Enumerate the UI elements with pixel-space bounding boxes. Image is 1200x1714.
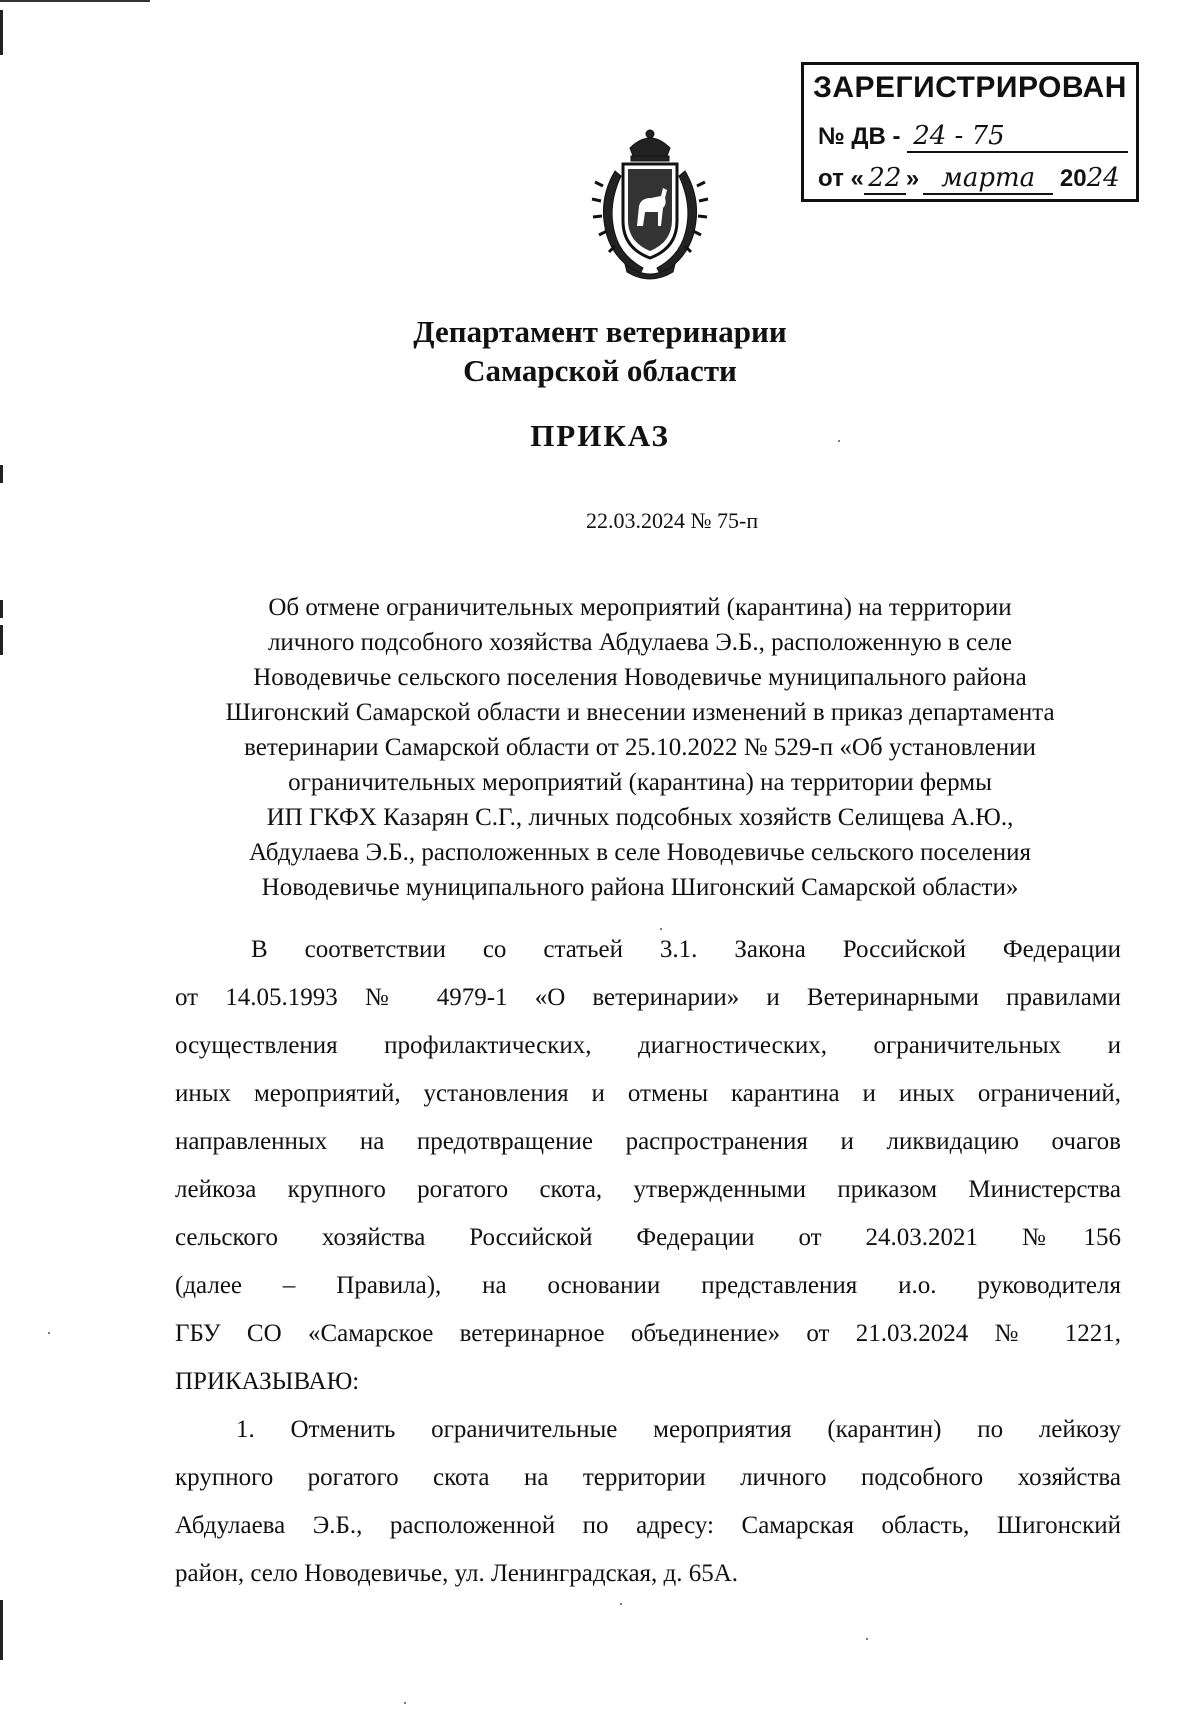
scan-edge-mark xyxy=(0,600,3,618)
scan-edge-mark xyxy=(0,1600,3,1660)
scan-speck xyxy=(620,1603,622,1605)
heading-line: ИП ГКФХ Казарян С.Г., личных подсобных хозяйств Селищева А.Ю., xyxy=(266,804,1014,831)
stamp-number-row xyxy=(818,121,1128,153)
heading-line: Абдулаева Э.Б., расположенных в селе Новодевичье сельского поселения xyxy=(248,839,1031,866)
body-line: сельского хозяйства Российской Федерации от 24.03.2021 №156 xyxy=(175,1224,1121,1251)
stamp-date-year-prefix: 20 xyxy=(1059,165,1087,192)
scan-edge-mark xyxy=(0,625,3,655)
scan-speck xyxy=(838,440,840,442)
heading-line: личного подсобного хозяйства Абдулаева Э.Б., расположенную в селе xyxy=(267,629,1013,656)
stamp-date-mid: » xyxy=(905,165,920,192)
heading-line: Новодевичье муниципального района Шигонский Самарской области» xyxy=(261,874,1019,901)
heading-line: ветеринарии Самарской области от 25.10.2022 № 529-п «Об установлении xyxy=(244,734,1036,761)
document-type-title: ПРИКАЗ xyxy=(530,418,670,453)
heading-line: Шигонский Самарской области и внесении изменений в приказ департамента xyxy=(225,699,1055,726)
body-line: осуществления профилактических, диагностических, ограничительных и xyxy=(175,1032,1121,1059)
body-line: 1. Отменить ограничительные мероприятия (карантин) по лейкозу xyxy=(236,1416,1121,1443)
stamp-title: ЗАРЕГИСТРИРОВАН xyxy=(813,71,1127,104)
heading-line: Новодевичье сельского поселения Новодевичье муниципального района xyxy=(253,664,1027,691)
stamp-date-month: марта xyxy=(923,163,1053,195)
registration-stamp xyxy=(801,62,1139,202)
samara-coat-of-arms-icon xyxy=(585,126,715,281)
scan-edge-mark xyxy=(0,465,3,483)
body-line: направленных на предотвращение распространения и ликвидацию очагов xyxy=(175,1128,1121,1155)
body-line: лейкоза крупного рогатого скота, утвержденными приказом Министерства xyxy=(175,1176,1121,1203)
scan-speck xyxy=(660,928,662,930)
body-line: ГБУ СО «Самарское ветеринарное объединение» от 21.03.2024 № 1221, xyxy=(175,1320,1121,1347)
department-name-line2: Самарской области xyxy=(463,353,737,388)
stamp-date-prefix: от « xyxy=(818,165,864,192)
order-date-number: 22.03.2024 № 75-п xyxy=(586,508,759,533)
scan-edge-mark xyxy=(0,10,3,55)
stamp-date-year-suffix: 24 xyxy=(1086,163,1120,193)
body-line: крупного рогатого скота на территории личного подсобного хозяйства xyxy=(175,1464,1121,1491)
scan-speck xyxy=(404,1702,406,1704)
stamp-number-label: № ДВ - xyxy=(818,123,901,150)
heading-line: ограничительных мероприятий (карантина) на территории фермы xyxy=(288,769,992,796)
scan-edge-mark xyxy=(0,0,150,2)
stamp-date-row xyxy=(818,163,1120,195)
body-line: от 14.05.1993 № 4979-1 «О ветеринарии» и Ветеринарными правилами xyxy=(175,984,1121,1011)
scan-speck xyxy=(866,1638,868,1640)
order-subject-heading xyxy=(160,590,1120,905)
body-line: (далее – Правила), на основании представления и.о. руководителя xyxy=(175,1272,1121,1299)
department-name-line1: Департамент ветеринарии xyxy=(413,314,787,349)
stamp-date-day: 22 xyxy=(864,163,906,195)
scan-speck xyxy=(48,1332,50,1334)
body-line: иных мероприятий, установления и отмены карантина и иных ограничений, xyxy=(175,1080,1121,1107)
stamp-number-value: 24 - 75 xyxy=(907,121,1128,153)
heading-line: Об отмене ограничительных мероприятий (карантина) на территории xyxy=(268,594,1012,621)
body-line: район, село Новодевичье, ул. Ленинградская, д. 65А. xyxy=(175,1560,739,1587)
body-line: В соответствии со статьей 3.1. Закона Российской Федерации xyxy=(251,936,1121,963)
body-line: Абдулаева Э.Б., расположенной по адресу: Самарская область, Шигонский xyxy=(175,1512,1121,1539)
body-line: ПРИКАЗЫВАЮ: xyxy=(175,1368,360,1395)
